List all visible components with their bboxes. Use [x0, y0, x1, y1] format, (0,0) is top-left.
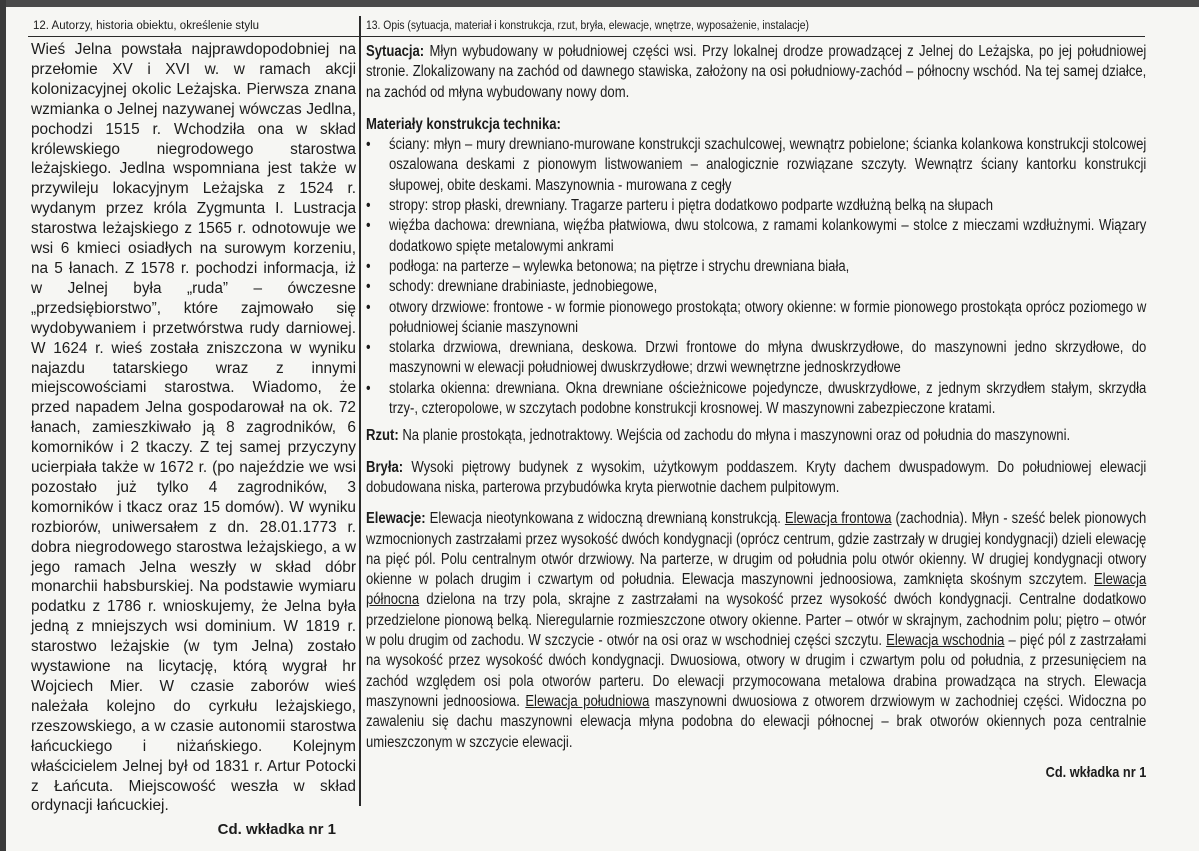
sytuacja-text: Młyn wybudowany w południowej części wsi. Przy lokalnej drodze prowadzącej z Jelnej do Leżajska, po jej południowej stronie. Zlokalizowany na zachód od dawnego stawiska, założony na osi południowy-zachód – północny wschód. Na tej samej działce, na zachód od młyna wybudowany nowy dom.	[366, 43, 1147, 101]
bullet-icon: •	[366, 257, 371, 275]
materials-list-item	[366, 277, 1146, 297]
bullet-icon: •	[366, 379, 371, 397]
bryla-label: Bryła:	[366, 458, 404, 476]
bullet-icon: •	[366, 298, 371, 316]
history-section	[31, 40, 356, 839]
materials-list	[366, 135, 1146, 419]
materials-item-text: więźba dachowa: drewniana, więźba płatwiowa, dwu stolcowa, z ramami kolankowymi – stolce z mieczami wzdłużnymi. Wiązary dodatkowo spięte metalowymi ankrami	[388, 217, 1147, 255]
elewacje-text: maszynowni dwuosiowa z otworem drzwiowym w zachodniej części. Widoczna po zawaleniu się dachu maszynowni elewacja młyna podobna do elewacji północnej – brak otworów okiennych poza centralnie umieszczonym w szczycie elewacji.	[366, 692, 1147, 751]
scan-edge-left	[0, 0, 6, 851]
materials-list-item	[366, 196, 1146, 216]
rzut-text: Na planie prostokąta, jednotraktowy. Wejścia od zachodu do młyna i maszynowni oraz od południa do maszynowni.	[398, 427, 1071, 445]
description-section	[366, 42, 1146, 782]
bryla-paragraph	[366, 458, 1146, 499]
elewacje-paragraph	[366, 509, 1146, 753]
materials-list-item	[366, 257, 1146, 277]
sytuacja-paragraph	[366, 42, 1146, 103]
elewacje-text: (zachodnia). Młyn - sześć belek pionowych wzmocnionych zastrzałami przez wysokość dwóch kondygnacji (oprócz centrum, gdzie zastrzały w drugiej kondygnacji) dzieli elewację na pięć pól. Polu centralnym otwór drzwiowy. Na parterze, w drugim od południa polu otwór okienny. W drugiej kondygnacji otwory okienne w polach drugim i czwartym od południa. Elewacja maszynowni jednoosiowa, zamknięta skośnym szczytem.	[366, 510, 1147, 589]
rzut-paragraph	[366, 426, 1146, 446]
section-12-header: 12. Autorzy, historia obiektu, określenie stylu	[33, 20, 260, 32]
column-divider	[359, 16, 361, 806]
materials-item-text: stropy: strop płaski, drewniany. Tragarze parteru i piętra dodatkowo podparte wzdłużną belką na słupach	[388, 197, 994, 215]
materials-list-item	[366, 298, 1146, 339]
bullet-icon: •	[366, 217, 371, 235]
elewacje-text: Elewacja nieotynkowana z widoczną drewnianą konstrukcją.	[425, 510, 785, 528]
materials-list-item	[366, 216, 1146, 257]
materials-item-text: schody: drewniane drabiniaste, jednobiegowe,	[388, 278, 658, 296]
elevation-name: Elewacja północna	[366, 571, 1147, 609]
bullet-icon: •	[366, 197, 371, 215]
left-continued-note: Cd. wkładka nr 1	[217, 821, 336, 839]
right-header-rule	[361, 36, 1145, 37]
rzut-label: Rzut:	[366, 427, 399, 445]
materialy-label: Materiały konstrukcja technika:	[366, 115, 561, 133]
bullet-icon: •	[366, 136, 371, 154]
elewacje-text: – pięć pól z zastrzałami na wysokość przez wysokość dwóch kondygnacji. Dwuosiowa, otwory w drugim i czwartym polu od południa, z przesunięciem na zachód względem osi pola otworów parteru. Do elewacji przymocowana metalowa drabina prowadząca na strych. Elewacja maszynowni jednoosiowa.	[366, 632, 1147, 710]
history-text: Wieś Jelna powstała najprawdopodobniej na przełomie XV i XVI w. w ramach akcji kolonizacyjnej okolic Leżajska. Pierwsza znana wzmianka o Jelnej nazywanej wówczas Jedlna, pochodzi 1515 r. Wchodziła ona w skład królewskiego niegrodowego starostwa leżajskiego. Jedlna wspomniana jest także w przywileju lokacyjnym Leżajska z 1524 r. wydanym przez króla Zygmunta I. Lustracja starostwa leżajskiego z 1565 r. odnotowuje we wsi 6 kmieci osiadłych na surowym korzeniu, na 5 łanach. Z 1578 r. pochodzi informacja, iż w Jelnej była „ruda” – ówczesne „przedsiębiorstwo”, które zajmowało się wydobywaniem i przetwórstwa rudy darniowej. W 1624 r. wieś została zniszczona w wyniku najazdu tatarskiego wraz z innymi miejscowościami starostwa. Wiadomo, że przed napadem Jelna gospodarował na ok. 72 łanach, zamieszkiwało ją 8 zagrodników, 6 komorników i 2 tkaczy. Z tej samej przyczyny ucierpiała także w 1672 r. (po najeździe we wsi pozostało już tylko 4 zagrodników, 3 komorników i tkacz oraz 15 domów). W wyniku rozbiorów, uniwersałem z dn. 28.01.1773 r. dobra niegrodowego starostwa leżajskiego, a w jego ramach Jelna weszły w skład dóbr monarchii habsburskiej. Na podstawie wymiaru podatku z 1786 r. wnioskujemy, że Jelna była jedną z mniejszych wsi dominium. W 1819 r. starostwo leżajskie (w tym Jelna) zostało wystawione na licytację, którą wygrał hr Wojciech Mier. W czasie zaborów wieś należała kolejno do cyrkułu leżajskiego, rzeszowskiego, a w czasie autonomii starostwa łańcuckiego i niżańskiego. Kolejnym właścicielem Jelnej był od 1831 r. Artur Potocki z Łańcuta. Miejscowość weszła w skład ordynacji łańcuckiej.	[31, 41, 356, 815]
materials-item-text: otwory drzwiowe: frontowe - w formie pionowego prostokąta; otwory okienne: w formie pionowego prostokąta oprócz poziomego w południowej ścianie maszynowni	[388, 298, 1147, 336]
left-header-rule	[28, 36, 359, 37]
right-continued-note: Cd. wkładka nr 1	[1045, 763, 1147, 781]
elevation-name: Elewacja wschodnia	[886, 632, 1005, 650]
bullet-icon: •	[366, 278, 371, 296]
materials-item-text: podłoga: na parterze – wylewka betonowa; na piętrze i strychu drewniana biała,	[388, 257, 850, 275]
bullet-icon: •	[366, 339, 371, 357]
materials-list-item	[366, 338, 1146, 379]
materials-list-item	[366, 379, 1146, 420]
materials-list-item	[366, 135, 1146, 196]
materials-item-text: ściany: młyn – mury drewniano-murowane konstrukcji szachulcowej, wewnątrz pobielone; ścianka kolankowa konstrukcji stolcowej oszalowana deskami z pionowym listwowaniem – analogicznie rozwiązane szczyty. Wewnątrz ściany kantorku konstrukcji słupowej, obite deskami. Maszynownia - murowana z cegły	[388, 136, 1147, 194]
elevation-name: Elewacja południowa	[525, 692, 650, 710]
section-13-header: 13. Opis (sytuacja, materiał i konstrukcja, rzut, bryła, elewacje, wnętrze, wyposażenie, instalacje)	[366, 20, 809, 32]
materials-item-text: stolarka okienna: drewniana. Okna drewniane ościeżnicowe pojedyncze, dwuskrzydłowe, z jednym skrzydłem stałym, skrzydła trzy-, czteropolowe, w szczytach podobne konstrukcji krosnowej. W maszynowni zabezpieczone kratami.	[388, 379, 1147, 418]
elewacje-text: dzielona na trzy pola, skrajne z zastrzałami na wysokość przez wysokość dwóch kondygnacji. Centralne dodatkowo przedzielone pionową belką. Nieregularnie rozmieszczone otwory okienne. Parter – otwór w skrajnym, zachodnim polu; piętro – otwór w polu drugim od zachodu. W szczycie - otwór na osi oraz w wschodniej części szczytu.	[366, 591, 1147, 650]
materials-item-text: stolarka drzwiowa, drewniana, deskowa. Drzwi frontowe do młyna dwuskrzydłowe, do maszynowni jedno skrzydłowe, do maszynowni w elewacji południowej dwuskrzydłowe; drzwi wewnętrzne jednoskrzydłowe	[388, 339, 1147, 377]
elevation-name: Elewacja frontowa	[784, 510, 892, 528]
materialy-heading	[366, 115, 1146, 135]
elewacje-label: Elewacje:	[366, 510, 426, 528]
scan-edge-top	[0, 0, 1199, 7]
bryla-text: Wysoki piętrowy budynek z wysokim, użytkowym poddaszem. Kryty dachem dwuspadowym. Do południowej elewacji dobudowana niska, parterowa przybudówka kryta pierwotnie dachem pulpitowym.	[366, 458, 1147, 496]
sytuacja-label: Sytuacja:	[366, 43, 425, 60]
